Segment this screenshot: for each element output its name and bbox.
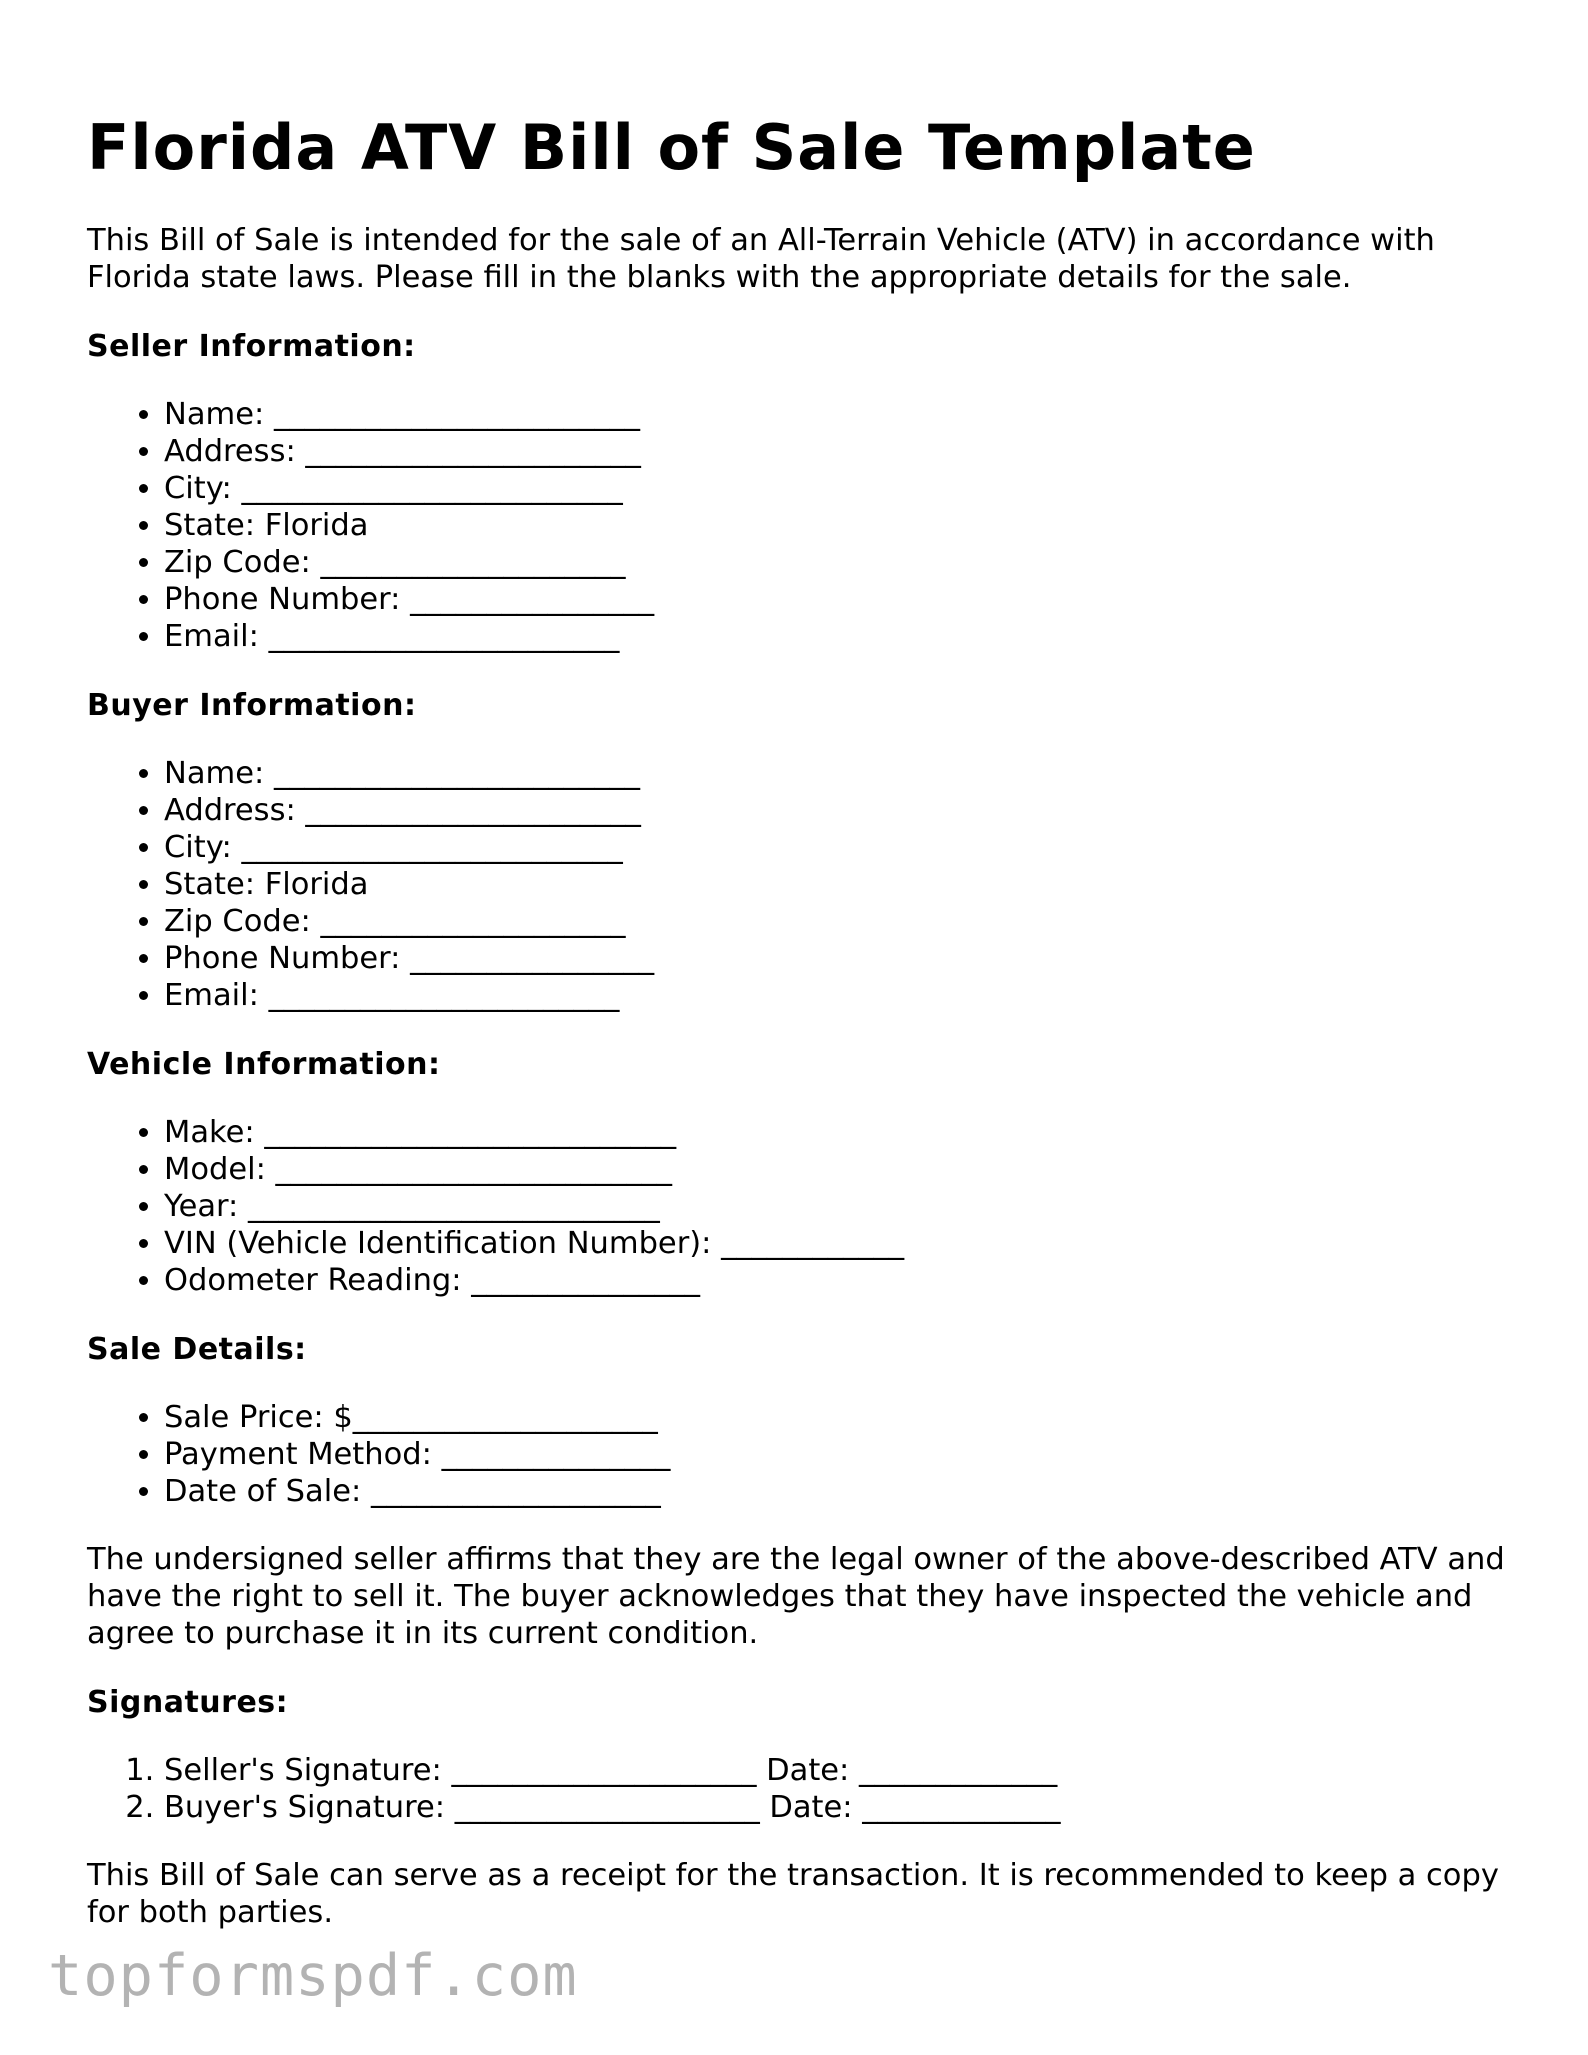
signatures-list bbox=[87, 1752, 1527, 1826]
sale-list bbox=[87, 1399, 1527, 1510]
seller-city-item: • City: _________________________ bbox=[164, 470, 1527, 507]
intro-paragraph: This Bill of Sale is intended for the sale of an All-Terrain Vehicle (ATV) in accordance with Florida state laws. Please fill in the blanks with the appropriate details for the sale. bbox=[87, 223, 1435, 295]
watermark: topformspdf.com bbox=[48, 1943, 578, 2009]
buyer-city-item: • City: _________________________ bbox=[164, 829, 1527, 866]
document-page bbox=[87, 104, 1527, 1931]
buyer-name-item: • Name: ________________________ bbox=[164, 755, 1527, 792]
seller-email-item: • Email: _______________________ bbox=[164, 618, 1527, 655]
affirmation-paragraph: The undersigned seller affirms that they are the legal owner of the above-described ATV and have the right to sell it. The buyer acknowledges that they have inspected the vehicle and agree to purchase it in its current condition. bbox=[87, 1542, 1505, 1651]
vehicle-odometer-item: • Odometer Reading: _______________ bbox=[164, 1262, 1527, 1299]
page-title: Florida ATV Bill of Sale Template bbox=[87, 111, 1256, 184]
vehicle-make-item: • Make: ___________________________ bbox=[164, 1114, 1527, 1151]
sale-heading: Sale Details: bbox=[87, 1332, 307, 1367]
seller-zip-item: • Zip Code: ____________________ bbox=[164, 544, 1527, 581]
buyer-heading: Buyer Information: bbox=[87, 688, 417, 723]
buyer-signature-item: 2. Buyer's Signature: ____________________ Date: _____________ bbox=[164, 1789, 1527, 1826]
buyer-state-item: • State: Florida bbox=[164, 866, 1527, 903]
sale-date-item: • Date of Sale: ___________________ bbox=[164, 1473, 1527, 1510]
vehicle-model-item: • Model: __________________________ bbox=[164, 1151, 1527, 1188]
buyer-zip-item: • Zip Code: ____________________ bbox=[164, 903, 1527, 940]
buyer-list bbox=[87, 755, 1527, 1014]
seller-address-item: • Address: ______________________ bbox=[164, 433, 1527, 470]
vehicle-heading: Vehicle Information: bbox=[87, 1047, 441, 1082]
vehicle-vin-item: • VIN (Vehicle Identification Number): ____________ bbox=[164, 1225, 1527, 1262]
seller-name-item: • Name: ________________________ bbox=[164, 396, 1527, 433]
buyer-email-item: • Email: _______________________ bbox=[164, 977, 1527, 1014]
buyer-address-item: • Address: ______________________ bbox=[164, 792, 1527, 829]
sale-payment-item: • Payment Method: _______________ bbox=[164, 1436, 1527, 1473]
signatures-heading: Signatures: bbox=[87, 1685, 289, 1720]
seller-list bbox=[87, 396, 1527, 655]
sale-price-item: • Sale Price: $____________________ bbox=[164, 1399, 1527, 1436]
vehicle-year-item: • Year: ___________________________ bbox=[164, 1188, 1527, 1225]
vehicle-list bbox=[87, 1114, 1527, 1299]
seller-heading: Seller Information: bbox=[87, 329, 416, 364]
seller-state-item: • State: Florida bbox=[164, 507, 1527, 544]
closing-paragraph: This Bill of Sale can serve as a receipt for the transaction. It is recommended to keep a copy for both parties. bbox=[87, 1858, 1499, 1930]
buyer-phone-item: • Phone Number: ________________ bbox=[164, 940, 1527, 977]
seller-signature-item: 1. Seller's Signature: ____________________ Date: _____________ bbox=[164, 1752, 1527, 1789]
seller-phone-item: • Phone Number: ________________ bbox=[164, 581, 1527, 618]
